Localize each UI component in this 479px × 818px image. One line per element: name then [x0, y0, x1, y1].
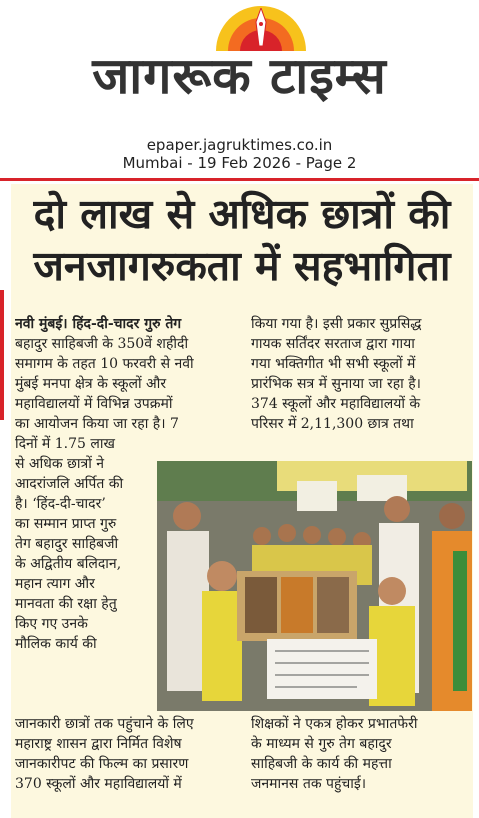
- pen-nib-icon: [255, 8, 267, 48]
- headline-line-2: जनजागरुकता में सहभागिता: [33, 242, 451, 290]
- column-2-bottom: [251, 714, 469, 794]
- issue-info: Mumbai - 19 Feb 2026 - Page 2: [122, 154, 357, 172]
- text-line: दिनों में 1.75 लाख: [15, 436, 115, 452]
- text-line: गायक सर्तिंदर सरताज द्वारा गाया: [251, 336, 415, 352]
- text-line: प्रारंभिक सत्र में सुनाया जा रहा है।: [251, 376, 421, 392]
- text-line: है। ‘हिंद-दी-चादर’: [15, 496, 106, 512]
- text-line: का आयोजन किया जा रहा है। 7: [15, 416, 179, 432]
- text-line: महान त्याग और: [15, 576, 95, 592]
- text-line: जानकारीपट की फिल्म का प्रसारण: [15, 756, 189, 772]
- text-line: महाराष्ट्र शासन द्वारा निर्मित विशेष: [15, 736, 182, 752]
- text-line: साहिबजी के कार्य की महत्ता: [251, 756, 392, 772]
- masthead: [0, 0, 479, 180]
- text-line: मुंबई मनपा क्षेत्र के स्कूलों और: [15, 376, 167, 392]
- column-1-top: [15, 314, 241, 434]
- masthead-divider: [0, 178, 479, 181]
- text-line: से अधिक छात्रों ने: [15, 456, 105, 472]
- text-line: का सम्मान प्राप्त गुरु: [15, 516, 117, 532]
- column-1-narrow: [15, 434, 155, 654]
- text-line: नवी मुंबई। हिंद-दी-चादर गुरु तेग: [15, 316, 182, 332]
- text-line: जानकारी छात्रों तक पहुंचाने के लिए: [15, 716, 194, 732]
- text-line: परिसर में 2,11,300 छात्र तथा: [251, 416, 414, 432]
- text-line: आदरांजलि अर्पित की: [15, 476, 124, 492]
- text-line: 370 स्कूलों और महाविद्यालयों में: [15, 776, 182, 792]
- text-line: महाविद्यालयों में विभिन्न उपक्रमों: [15, 396, 173, 412]
- headline-line-1: दो लाख से अधिक छात्रों की: [33, 190, 451, 238]
- left-edge-marker: [0, 290, 4, 420]
- text-line: के अद्वितीय बलिदान,: [15, 556, 122, 572]
- text-line: मौलिक कार्य की: [15, 636, 97, 652]
- text-line: के माध्यम से गुरु तेग बहादुर: [251, 736, 392, 752]
- text-line: समागम के तहत 10 फरवरी से नवी: [15, 356, 194, 372]
- column-2-top: [251, 314, 469, 434]
- text-line: गया भक्तिगीत भी सभी स्कूलों में: [251, 356, 416, 372]
- text-line: किया गया है। इसी प्रकार सुप्रसिद्ध: [251, 316, 422, 332]
- brand-name: जागरूक टाइम्स: [92, 47, 387, 105]
- article-photo: [157, 461, 472, 711]
- students-photo-illustration: [157, 461, 472, 711]
- text-line: जनमानस तक पहुंचाई।: [251, 776, 367, 792]
- text-line: शिक्षकों ने एकत्र होकर प्रभातफेरी: [251, 716, 418, 732]
- text-line: किए गए उनके: [15, 616, 88, 632]
- text-line: बहादुर साहिबजी के 350वें शहीदी: [15, 336, 189, 352]
- site-url[interactable]: epaper.jagruktimes.co.in: [146, 136, 333, 154]
- text-line: 374 स्कूलों और महाविद्यालयों के: [251, 396, 421, 412]
- text-line: मानवता की रक्षा हेतु: [15, 596, 117, 612]
- text-line: तेग बहादुर साहिबजी: [15, 536, 119, 552]
- headline: [11, 188, 473, 292]
- column-1-bottom: [15, 714, 241, 794]
